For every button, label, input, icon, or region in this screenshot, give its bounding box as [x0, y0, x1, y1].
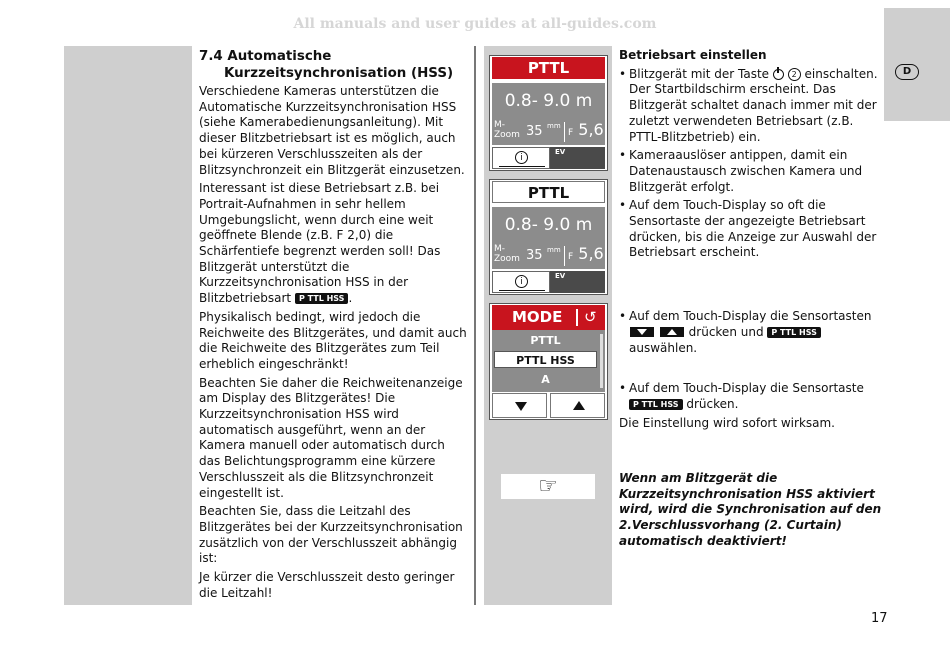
paragraph-2: Interessant ist diese Betriebsart z.B. bei Portrait-Aufnahmen in sehr hellem Umgebungslicht, wenn durch eine weit geöffnete Blende (z.B. F 2,0) die Schärfentiefe begrenzt werden soll! Das Blitzgerät unterstützt die Kurzzeitsynchronisation HSS in der Blitzbetriebsart P TTL HSS .: [199, 181, 441, 306]
language-tab: [884, 8, 950, 121]
watermark: All manuals and user guides at all-guides.com: [293, 16, 657, 32]
zoom-row: [492, 243, 605, 269]
mode-title-button[interactable]: PTTL: [492, 181, 605, 203]
mode-header: [492, 305, 605, 330]
zoom-value: 35: [526, 124, 543, 139]
pttl-hss-badge: P TTL HSS: [767, 327, 821, 338]
back-icon[interactable]: ↺: [584, 308, 597, 326]
column-divider: [474, 46, 476, 605]
mode-item-pttl[interactable]: PTTL: [530, 334, 561, 347]
display-pttl-select: [489, 179, 608, 295]
arrow-up-icon: [573, 401, 585, 410]
mode-title: PTTL: [492, 57, 605, 79]
down-button[interactable]: [492, 393, 547, 418]
ev-label: EV: [555, 272, 566, 280]
instructions-heading: Betriebsart einstellen: [619, 48, 767, 62]
display-mode-menu: [489, 303, 608, 420]
bullet-2: • Kameraauslöser antippen, damit ein Datenaustausch zwischen Kamera und Blitzgerät erfolgt.: [619, 148, 881, 195]
mode-list: [492, 330, 605, 392]
aperture-value: F 5,6: [568, 120, 604, 139]
row-separator: [564, 246, 565, 266]
paragraph-5: Beachten Sie, dass die Leitzahl des Blitzgerätes bei der Kurzzeitsynchronisation zusätzlich von der Verschlusszeit abhängig ist:: [199, 504, 463, 566]
arrow-down-icon: [515, 402, 527, 411]
bullet-5: • Auf dem Touch-Display die Sensortaste P TTL HSS drücken.: [619, 381, 881, 412]
zoom-label: M-Zoom: [494, 120, 520, 140]
language-badge: D: [895, 64, 919, 80]
bullet-1: • Blitzgerät mit der Taste 2 einschalten. Der Startbildschirm erscheint. Das Blitzgerät schaltet danach immer mit der zuletzt verwendeten Betriebsart (z.B. PTTL-Blitzbetrieb) ein.: [619, 67, 881, 146]
aperture-value: F 5,6: [568, 244, 604, 263]
mm-unit: mm: [547, 122, 561, 130]
row-separator: [564, 122, 565, 142]
down-key-icon: [630, 327, 654, 337]
paragraph-3: Physikalisch bedingt, wird jedoch die Reichweite des Blitzgerätes, und damit auch die Reichweite des Blitzgerätes zum Teil erheblich eingeschränkt!: [199, 309, 467, 371]
zoom-value: 35: [526, 248, 543, 263]
power-icon: [773, 69, 784, 80]
pttl-hss-badge: P TTL HSS: [629, 399, 683, 410]
info-icon: i: [515, 275, 528, 288]
mode-item-a[interactable]: A: [541, 373, 550, 386]
arrow-buttons: [492, 393, 605, 418]
pointing-hand-icon: ☞: [501, 474, 595, 499]
range-readout: 0.8- 9.0 m: [492, 207, 605, 243]
bottom-row: [492, 271, 605, 293]
mode-item-pttl-hss[interactable]: PTTL HSS: [494, 351, 597, 368]
mm-unit: mm: [547, 246, 561, 254]
zoom-label: M-Zoom: [494, 244, 520, 264]
range-readout: 0.8- 9.0 m: [492, 83, 605, 119]
up-button[interactable]: [550, 393, 605, 418]
info-button[interactable]: [492, 271, 550, 293]
ev-label: EV: [555, 148, 566, 156]
section-title: 7.4 Automatische Kurzzeitsynchronisation (HSS): [199, 49, 454, 81]
zoom-row: [492, 119, 605, 145]
info-icon: i: [515, 151, 528, 164]
bottom-row: [492, 147, 605, 169]
page-number: 17: [871, 611, 888, 626]
bullet-4: • Auf dem Touch-Display die Sensortasten drücken und P TTL HSS auswählen.: [619, 309, 881, 356]
paragraph-1: Verschiedene Kameras unterstützen die Automatische Kurzzeitsynchronisation HSS (siehe Kamerabedienungsanleitung). Mit dieser Blitzbetriebsart ist es möglich, auch bei kürzeren Verschlusszeiten als der Blitzsynchronzeit ein Blitzgerät einzusetzen.: [199, 84, 465, 177]
paragraph-4: Beachten Sie daher die Reichweitenanzeige am Display des Blitzgerätes! Die Kurzzeitsynchronisation HSS wird automatisch ausgeführt, wenn an der Kamera manuell oder automatisch durch das Belichtungsprogramm eine kürzere Verschlusszeit als die Blitzsynchronzeit eingestellt ist.: [199, 375, 463, 500]
mode-title: MODE: [512, 308, 563, 326]
paragraph-6: Je kürzer die Verschlusszeit desto geringer die Leitzahl!: [199, 570, 455, 600]
info-button[interactable]: [492, 147, 550, 169]
scrollbar[interactable]: [600, 334, 603, 388]
pttl-hss-badge: P TTL HSS: [295, 293, 349, 304]
left-margin-band: [64, 46, 192, 605]
instructions: [619, 48, 881, 431]
up-key-icon: [660, 327, 684, 337]
note-text: Wenn am Blitzgerät die Kurzzeitsynchronisation HSS aktiviert wird, wird die Synchronisation auf den 2.Verschlussvorhang (2. Curtain) automatisch deaktiviert!: [619, 471, 882, 548]
number-badge: 2: [788, 68, 801, 81]
bullet-3: • Auf dem Touch-Display so oft die Sensortaste der angezeigte Betriebsart drücken, bis die Anzeige zur Auswahl der Betriebsart erscheint.: [619, 198, 881, 261]
display-pttl-active: [489, 55, 608, 171]
result-text: Die Einstellung wird sofort wirksam.: [619, 415, 835, 430]
section-text: [199, 48, 467, 605]
